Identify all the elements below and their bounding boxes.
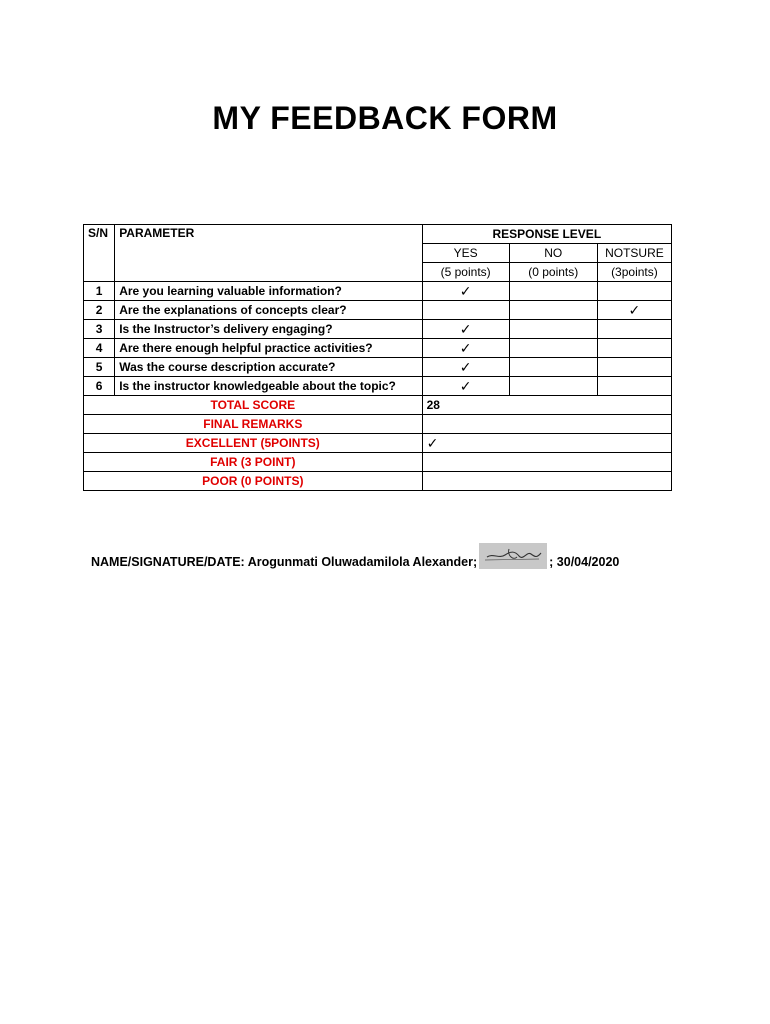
signature-label: NAME/SIGNATURE/DATE: Arogunmati Oluwadamilola Alexander;	[91, 555, 478, 569]
final-remarks-label: FINAL REMARKS	[84, 415, 423, 434]
row-notsure-check: ✓	[597, 301, 671, 320]
row-parameter: Are there enough helpful practice activities?	[115, 339, 422, 358]
poor-row	[84, 472, 672, 491]
row-sn: 2	[84, 301, 115, 320]
row-parameter: Are you learning valuable information?	[115, 282, 422, 301]
header-sn: S/N	[84, 225, 115, 282]
excellent-row	[84, 434, 672, 453]
total-score-row	[84, 396, 672, 415]
total-score-label: TOTAL SCORE	[84, 396, 423, 415]
row-notsure-check	[597, 377, 671, 396]
table-row	[84, 358, 672, 377]
table-row	[84, 377, 672, 396]
header-no-points: (0 points)	[509, 263, 597, 282]
row-parameter: Is the instructor knowledgeable about the topic?	[115, 377, 422, 396]
excellent-check: ✓	[422, 434, 671, 453]
header-notsure: NOTSURE	[597, 244, 671, 263]
row-yes-check: ✓	[422, 358, 509, 377]
total-score-value: 28	[422, 396, 671, 415]
row-sn: 4	[84, 339, 115, 358]
row-sn: 6	[84, 377, 115, 396]
signature-line	[91, 549, 619, 575]
row-yes-check: ✓	[422, 320, 509, 339]
row-sn: 5	[84, 358, 115, 377]
row-no-check	[509, 282, 597, 301]
row-no-check	[509, 377, 597, 396]
row-notsure-check	[597, 358, 671, 377]
row-yes-check	[422, 301, 509, 320]
row-notsure-check	[597, 320, 671, 339]
row-no-check	[509, 301, 597, 320]
feedback-table	[83, 224, 672, 491]
table-row	[84, 320, 672, 339]
row-notsure-check	[597, 282, 671, 301]
row-yes-check: ✓	[422, 339, 509, 358]
row-yes-check: ✓	[422, 377, 509, 396]
row-yes-check: ✓	[422, 282, 509, 301]
fair-row	[84, 453, 672, 472]
fair-label: FAIR (3 POINT)	[84, 453, 423, 472]
table-row	[84, 339, 672, 358]
fair-value	[422, 453, 671, 472]
row-no-check	[509, 358, 597, 377]
header-yes-points: (5 points)	[422, 263, 509, 282]
page-title: MY FEEDBACK FORM	[212, 100, 558, 136]
row-sn: 3	[84, 320, 115, 339]
row-parameter: Was the course description accurate?	[115, 358, 422, 377]
table-row	[84, 282, 672, 301]
signature-date: ; 30/04/2020	[549, 555, 620, 569]
header-yes: YES	[422, 244, 509, 263]
header-parameter: PARAMETER	[115, 225, 422, 282]
header-response-level: RESPONSE LEVEL	[422, 225, 671, 244]
row-parameter: Are the explanations of concepts clear?	[115, 301, 422, 320]
row-no-check	[509, 339, 597, 358]
row-parameter: Is the Instructor’s delivery engaging?	[115, 320, 422, 339]
final-remarks-value	[422, 415, 671, 434]
row-no-check	[509, 320, 597, 339]
excellent-label: EXCELLENT (5POINTS)	[84, 434, 423, 453]
signature-image	[479, 543, 547, 569]
handwritten-signature-icon	[479, 543, 547, 569]
row-sn: 1	[84, 282, 115, 301]
header-row-1	[84, 225, 672, 244]
table-row	[84, 301, 672, 320]
row-notsure-check	[597, 339, 671, 358]
final-remarks-row	[84, 415, 672, 434]
header-no: NO	[509, 244, 597, 263]
poor-label: POOR (0 POINTS)	[84, 472, 423, 491]
poor-value	[422, 472, 671, 491]
header-notsure-points: (3points)	[597, 263, 671, 282]
